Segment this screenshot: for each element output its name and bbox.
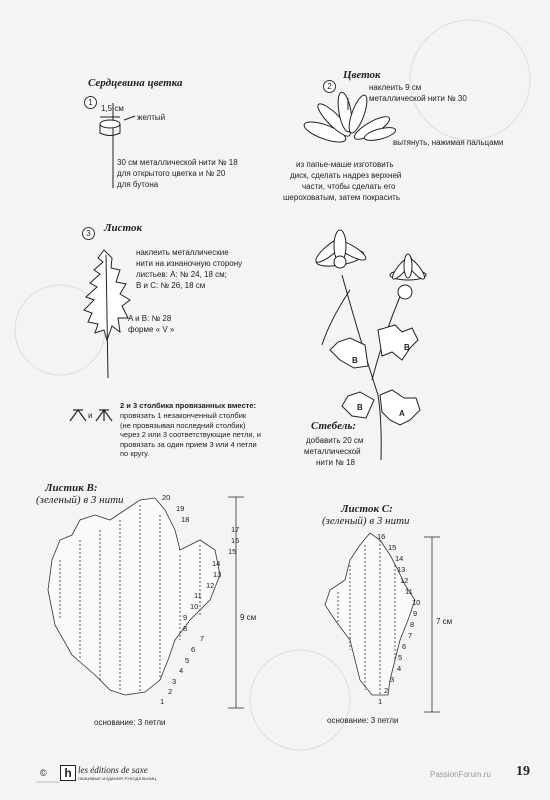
row-number: 2 <box>384 686 389 695</box>
leaf-title: Листок <box>104 222 143 234</box>
stem-label-b1: B <box>404 343 410 352</box>
stem-line-2: металлической <box>304 447 361 456</box>
legend-line-2: (не провязывая последний столбик) <box>120 420 246 430</box>
row-number: 10 <box>190 602 199 611</box>
legend-line-3: через 2 или 3 соответствующие петли, и <box>120 430 261 439</box>
copyright-symbol: © <box>40 768 47 778</box>
row-number: 15 <box>228 547 237 556</box>
stem-label-a: A <box>399 409 405 418</box>
row-number: 9 <box>413 609 418 618</box>
leaf-b-height: 9 см <box>240 613 257 622</box>
publisher-logo: h <box>60 765 76 781</box>
flower-disc-4: шероховатым, затем покрасить <box>283 193 400 202</box>
core-title: Сердцевина цветка <box>88 77 183 89</box>
flower-disc-2: диск, сделать надрез верхней <box>290 171 402 180</box>
watermark: PassionForum.ru <box>430 770 491 779</box>
leaf-b-base: основание: 3 петли <box>94 718 166 727</box>
page-number: 19 <box>516 764 530 779</box>
leaf-c-height: 7 см <box>436 617 453 626</box>
core-size: 1,5 см <box>101 104 124 113</box>
flower-wire-2: металлической нити № 30 <box>369 94 467 103</box>
row-number: 17 <box>231 525 240 534</box>
row-number: 12 <box>206 581 215 590</box>
row-number: 20 <box>162 493 171 502</box>
publisher-subtitle: ЛЮБИМЫЕ ИЗДАНИЯ РУКОДЕЛЬНИЦ <box>78 776 157 781</box>
leaf-line-3: листьев: A: № 24, 18 см; <box>136 270 227 279</box>
legend-line-4: провязать за один прием 3 или 4 петли <box>120 439 257 449</box>
leaf-line-2: нити на изнаночную сторону <box>136 259 243 268</box>
row-number: 14 <box>395 554 404 563</box>
row-number: 3 <box>172 677 177 686</box>
step-1-badge: 1 <box>84 96 97 109</box>
row-number: 4 <box>179 666 184 675</box>
row-number: 16 <box>231 536 240 545</box>
row-number: 3 <box>390 675 395 684</box>
row-number: 6 <box>191 645 196 654</box>
row-number: 6 <box>402 642 407 651</box>
row-number: 11 <box>405 587 413 596</box>
legend-and: и <box>88 411 93 420</box>
row-number: 5 <box>398 653 403 662</box>
row-number: 12 <box>400 576 409 585</box>
row-number: 10 <box>412 598 421 607</box>
stem-title: Стебель: <box>311 420 357 432</box>
flower-wire-1: наклеить 9 см <box>369 83 422 92</box>
row-number: 4 <box>397 664 402 673</box>
row-number: 19 <box>176 504 185 513</box>
step-3-badge: 3 <box>82 227 95 240</box>
row-number: 1 <box>378 697 383 706</box>
row-number: 2 <box>168 687 173 696</box>
core-color: желтый <box>137 113 166 122</box>
flower-disc-3: части, чтобы сделать его <box>302 182 396 191</box>
leaf-line-1: наклеить металлические <box>136 248 229 257</box>
row-number: 9 <box>183 613 188 622</box>
row-number: 18 <box>181 515 190 524</box>
core-wire-3: для бутона <box>117 180 159 189</box>
row-number: 8 <box>183 624 188 633</box>
stem-line-3: нити № 18 <box>316 458 355 467</box>
row-number: 16 <box>377 532 386 541</box>
legend-line-5: по кругу. <box>120 449 150 458</box>
row-number: 13 <box>397 565 406 574</box>
leaf-b-title: Листик В: <box>45 482 98 494</box>
row-number: 15 <box>388 543 397 552</box>
stem-label-b2: B <box>352 356 358 365</box>
row-number: 7 <box>408 631 413 640</box>
leaf-illustration <box>84 250 130 378</box>
leaf-line-5: A и B: № 28 <box>128 314 172 323</box>
leaf-line-4: B и C: № 26, 18 см <box>136 281 206 290</box>
row-number: 1 <box>160 697 165 706</box>
step-2-badge: 2 <box>323 80 336 93</box>
row-number: 8 <box>410 620 415 629</box>
row-number: 5 <box>185 656 190 665</box>
core-wire-2: для открытого цветка и № 20 <box>117 169 226 178</box>
row-number: 13 <box>213 570 222 579</box>
flower-title: Цветок <box>343 69 381 81</box>
row-number: 14 <box>212 559 221 568</box>
leaf-line-6: форме « V » <box>128 325 175 334</box>
legend-header: 2 и 3 столбика провязанных вместе: <box>120 401 257 410</box>
flower-disc-1: из папье-маше изготовить <box>296 160 394 169</box>
leaf-c-base: основание: 3 петли <box>327 716 399 725</box>
row-number: 7 <box>200 634 205 643</box>
core-wire-1: 30 см металлической нити № 18 <box>117 158 238 167</box>
leaf-c-chart <box>325 533 440 712</box>
stem-label-b3: B <box>357 403 363 412</box>
stem-line-1: добавить 20 см <box>306 436 364 445</box>
flower-pinch: вытянуть, нажимая пальцами <box>393 138 504 147</box>
leaf-b-chart <box>48 497 244 708</box>
publisher-name: les éditions de saxe <box>78 765 148 775</box>
legend-line-1: провязать 1 незаконченный столбик <box>120 411 247 420</box>
leaf-c-title: Листок С: <box>341 503 393 515</box>
leaf-c-subtitle: (зеленый) в 3 нити <box>322 515 410 527</box>
row-number: 11 <box>194 591 202 600</box>
leaf-b-subtitle: (зеленый) в 3 нити <box>36 494 124 506</box>
